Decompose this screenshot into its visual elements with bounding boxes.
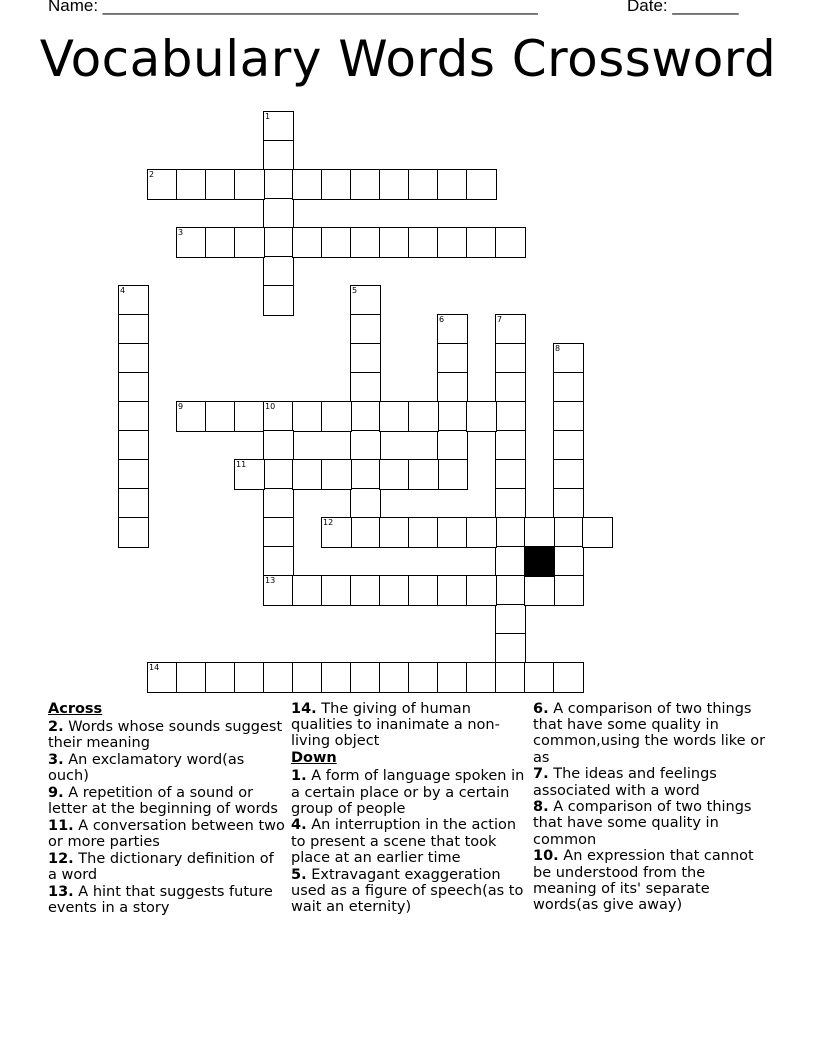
grid-cell[interactable] [234, 459, 265, 490]
page-title: Vocabulary Words Crossword [39, 30, 777, 88]
cell-number: 7 [497, 315, 503, 324]
grid-cell[interactable] [321, 575, 352, 606]
grid-cell[interactable] [553, 401, 584, 432]
clue-down-7: 7. The ideas and feelings associated with a word [533, 766, 717, 799]
clue-across-12: 12. The dictionary definition of a word [48, 850, 274, 884]
grid-cell[interactable] [553, 662, 584, 693]
grid-cell[interactable] [408, 517, 439, 548]
clue-across-14: 14. The giving of human qualities to inanimate a non-living object [291, 701, 500, 750]
cell-number: 5 [352, 286, 358, 295]
grid-cell[interactable] [408, 459, 439, 490]
grid-cell[interactable] [292, 227, 323, 258]
grid-cell[interactable] [495, 401, 526, 432]
grid-cell[interactable] [524, 517, 555, 548]
grid-cell[interactable] [118, 314, 149, 345]
cell-number: 4 [120, 286, 126, 295]
grid-cell[interactable] [495, 662, 526, 693]
cell-number: 10 [265, 402, 276, 411]
clue-across-2: 2. Words whose sounds suggest their meaning [48, 719, 283, 752]
grid-cell[interactable] [321, 459, 352, 490]
grid-black-cell [524, 546, 555, 577]
clue-down-8: 8. A comparison of two things that have some quality in common [533, 799, 752, 848]
grid-cell[interactable] [524, 575, 555, 606]
grid-cell[interactable] [437, 575, 468, 606]
clue-across-3: 3. An exclamatory word(as ouch) [48, 752, 245, 785]
grid-cell[interactable] [495, 546, 526, 577]
cell-number: 8 [555, 344, 561, 353]
grid-cell[interactable] [321, 662, 352, 693]
grid-cell[interactable] [437, 314, 468, 345]
clue-down-10: 10. An expression that cannot be understood from the meaning of its' separate words(as give away) [533, 848, 754, 913]
grid-cell[interactable] [495, 372, 526, 403]
clue-down-4: 4. An interruption in the action to present a scene that took place at an earlier time [291, 817, 517, 866]
grid-cell[interactable] [263, 111, 294, 142]
grid-cell[interactable] [495, 459, 526, 490]
grid-cell[interactable] [118, 285, 149, 316]
clues-column-1 [48, 701, 286, 917]
grid-cell[interactable] [292, 401, 323, 432]
grid-cell[interactable] [495, 314, 526, 345]
grid-cell[interactable] [408, 227, 439, 258]
grid-cell[interactable] [437, 169, 468, 200]
grid-cell[interactable] [350, 314, 381, 345]
grid-cell[interactable] [495, 633, 526, 664]
grid-cell[interactable] [466, 169, 497, 200]
grid-cell[interactable] [495, 343, 526, 374]
clues-column-2 [291, 701, 529, 916]
cell-number: 9 [178, 402, 184, 411]
clue-across-11: 11. A conversation between two or more parties [48, 817, 285, 851]
grid-cell[interactable] [582, 517, 613, 548]
cell-number: 6 [439, 315, 445, 324]
grid-cell[interactable] [350, 488, 381, 519]
grid-cell[interactable] [205, 401, 236, 432]
grid-cell[interactable] [350, 401, 381, 432]
down-header: Down [291, 750, 337, 767]
grid-cell[interactable] [466, 575, 497, 606]
grid-cell[interactable] [292, 575, 323, 606]
grid-cell[interactable] [408, 401, 439, 432]
grid-cell[interactable] [118, 517, 149, 548]
grid-cell[interactable] [263, 198, 294, 229]
grid-cell[interactable] [379, 575, 410, 606]
date-field-line[interactable]: Date: _______ [627, 0, 739, 15]
grid-cell[interactable] [437, 662, 468, 693]
grid-cell[interactable] [379, 517, 410, 548]
grid-cell[interactable] [408, 169, 439, 200]
grid-cell[interactable] [437, 343, 468, 374]
grid-cell[interactable] [205, 227, 236, 258]
grid-cell[interactable] [350, 459, 381, 490]
grid-cell[interactable] [321, 401, 352, 432]
across-header: Across [48, 701, 103, 717]
grid-cell[interactable] [263, 459, 294, 490]
grid-cell[interactable] [263, 575, 294, 606]
cell-number: 12 [323, 518, 334, 527]
grid-cell[interactable] [553, 372, 584, 403]
grid-cell[interactable] [263, 227, 294, 258]
grid-cell[interactable] [466, 401, 497, 432]
grid-cell[interactable] [553, 575, 584, 606]
grid-cell[interactable] [379, 401, 410, 432]
grid-cell[interactable] [553, 488, 584, 519]
grid-cell[interactable] [466, 517, 497, 548]
grid-cell[interactable] [263, 488, 294, 519]
grid-cell[interactable] [263, 401, 294, 432]
cell-number: 3 [178, 228, 184, 237]
grid-cell[interactable] [350, 575, 381, 606]
grid-cell[interactable] [118, 401, 149, 432]
grid-cell[interactable] [553, 459, 584, 490]
grid-cell[interactable] [350, 430, 381, 461]
grid-cell[interactable] [263, 517, 294, 548]
cell-number: 1 [265, 112, 271, 121]
clue-across-13: 13. A hint that suggests future events in a story [48, 883, 273, 916]
grid-cell[interactable] [263, 662, 294, 693]
grid-cell[interactable] [147, 662, 178, 693]
grid-cell[interactable] [234, 662, 265, 693]
grid-cell[interactable] [437, 459, 468, 490]
grid-cell[interactable] [147, 169, 178, 200]
grid-cell[interactable] [234, 169, 265, 200]
clue-down-5: 5. Extravagant exaggeration used as a figure of speech(as to wait an eternity) [291, 866, 524, 915]
grid-cell[interactable] [292, 459, 323, 490]
grid-cell[interactable] [350, 662, 381, 693]
grid-cell[interactable] [350, 517, 381, 548]
grid-cell[interactable] [379, 169, 410, 200]
grid-cell[interactable] [524, 662, 555, 693]
grid-cell[interactable] [176, 401, 207, 432]
grid-cell[interactable] [350, 285, 381, 316]
grid-cell[interactable] [379, 227, 410, 258]
grid-cell[interactable] [350, 343, 381, 374]
grid-cell[interactable] [205, 169, 236, 200]
grid-cell[interactable] [205, 662, 236, 693]
grid-cell[interactable] [495, 604, 526, 635]
grid-cell[interactable] [350, 227, 381, 258]
grid-cell[interactable] [263, 430, 294, 461]
grid-cell[interactable] [437, 227, 468, 258]
grid-cell[interactable] [437, 401, 468, 432]
grid-cell[interactable] [553, 517, 584, 548]
grid-cell[interactable] [176, 227, 207, 258]
cell-number: 11 [236, 460, 247, 469]
grid-cell[interactable] [118, 459, 149, 490]
clues-column-3 [533, 701, 773, 914]
grid-cell[interactable] [176, 169, 207, 200]
grid-cell[interactable] [553, 343, 584, 374]
grid-cell[interactable] [118, 488, 149, 519]
grid-cell[interactable] [118, 372, 149, 403]
grid-cell[interactable] [234, 401, 265, 432]
grid-cell[interactable] [437, 517, 468, 548]
clue-down-1: 1. A form of language spoken in a certain place or by a certain group of people [291, 768, 525, 817]
grid-cell[interactable] [408, 662, 439, 693]
grid-cell[interactable] [495, 488, 526, 519]
grid-cell[interactable] [321, 169, 352, 200]
grid-cell[interactable] [495, 227, 526, 258]
grid-cell[interactable] [263, 169, 294, 200]
grid-cell[interactable] [350, 169, 381, 200]
grid-cell[interactable] [176, 662, 207, 693]
grid-cell[interactable] [495, 575, 526, 606]
grid-cell[interactable] [118, 343, 149, 374]
grid-cell[interactable] [292, 169, 323, 200]
grid-cell[interactable] [263, 285, 294, 316]
grid-cell[interactable] [118, 430, 149, 461]
grid-cell[interactable] [466, 662, 497, 693]
cell-number: 14 [149, 663, 160, 672]
cell-number: 13 [265, 576, 276, 585]
clue-across-9: 9. A repetition of a sound or letter at the beginning of words [48, 785, 278, 818]
grid-cell[interactable] [263, 546, 294, 577]
cell-number: 2 [149, 170, 155, 179]
grid-cell[interactable] [437, 372, 468, 403]
grid-cell[interactable] [466, 227, 497, 258]
grid-cell[interactable] [234, 227, 265, 258]
name-field-line[interactable]: Name: ______________________________________________ [48, 0, 538, 15]
grid-cell[interactable] [408, 575, 439, 606]
grid-cell[interactable] [495, 430, 526, 461]
grid-cell[interactable] [350, 372, 381, 403]
grid-cell[interactable] [437, 430, 468, 461]
grid-cell[interactable] [553, 430, 584, 461]
grid-cell[interactable] [553, 546, 584, 577]
grid-cell[interactable] [321, 517, 352, 548]
grid-cell[interactable] [495, 517, 526, 548]
grid-cell[interactable] [379, 459, 410, 490]
grid-cell[interactable] [379, 662, 410, 693]
grid-cell[interactable] [263, 256, 294, 287]
grid-cell[interactable] [321, 227, 352, 258]
clue-down-6: 6. A comparison of two things that have some quality in common,using the words like or as [533, 701, 766, 766]
grid-cell[interactable] [263, 140, 294, 171]
grid-cell[interactable] [292, 662, 323, 693]
